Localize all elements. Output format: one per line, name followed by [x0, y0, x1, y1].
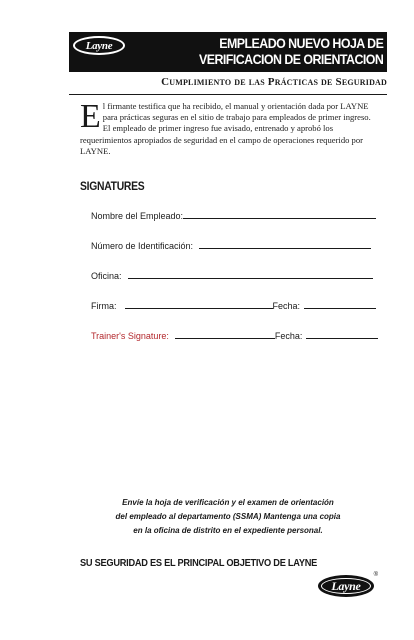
office-field[interactable]	[91, 267, 373, 281]
signature-label: Firma:	[91, 301, 117, 311]
signature-date-line[interactable]	[304, 308, 376, 309]
instructions-line2: del empleado al departamento (SSMA) Mantenga una copia	[115, 512, 341, 521]
office-label: Oficina:	[91, 271, 122, 281]
safety-slogan: SU SEGURIDAD ES EL PRINCIPAL OBJETIVO DE LAYNE	[80, 557, 318, 569]
trainer-signature-label: Trainer's Signature:	[91, 331, 169, 341]
employee-name-field[interactable]	[91, 207, 376, 221]
signature-line[interactable]	[125, 308, 273, 309]
trainer-signature-field[interactable]	[91, 327, 378, 341]
layne-logo	[73, 36, 125, 55]
signature-field[interactable]	[91, 297, 376, 311]
registered-mark: ®	[373, 572, 378, 578]
layne-footer-logo-oval	[318, 575, 374, 597]
layne-logo-text: Layne	[85, 39, 113, 52]
id-number-line[interactable]	[199, 248, 371, 249]
instructions-line1: Envíe la hoja de verificación y el examen de orientación	[122, 498, 334, 507]
layne-footer-logo-text: Layne	[331, 578, 361, 593]
document-title-line2: VERIFICACION DE ORIENTACION	[198, 52, 383, 67]
id-number-label: Número de Identificación:	[91, 241, 194, 251]
trainer-date-line[interactable]	[306, 338, 378, 339]
office-line[interactable]	[128, 278, 373, 279]
document-title	[199, 36, 383, 68]
id-number-field[interactable]	[91, 237, 371, 251]
submission-instructions	[80, 496, 376, 538]
section-divider	[69, 94, 387, 95]
trainer-signature-line[interactable]	[175, 338, 275, 339]
employee-name-label: Nombre del Empleado:	[91, 211, 184, 221]
signatures-heading: SIGNATURES	[80, 181, 145, 193]
document-header	[69, 32, 387, 72]
document-title-line1: EMPLEADO NUEVO HOJA DE	[218, 36, 383, 51]
certification-paragraph	[80, 98, 376, 157]
instructions-line3: en la oficina de distrito en el expediente personal.	[133, 526, 323, 535]
employee-name-line[interactable]	[183, 218, 376, 219]
drop-cap: E	[80, 98, 101, 135]
section-title: Cumplimiento de las Prácticas de Seguridad	[161, 76, 387, 88]
layne-footer-logo	[318, 572, 378, 599]
certification-text: l firmante testifica que ha recibido, el manual y orientación dada por LAYNE para prácticas seguras en el sitio de trabajo para empleados de primer ingreso. El empleado de primer ingreso fue avisado, entrenado y aprobó los requerimientos apropiados de seguridad en el campo de operaciones requerido por LAYNE.	[80, 101, 371, 156]
signature-date-label: Fecha:	[272, 301, 301, 311]
trainer-date-label: Fecha:	[274, 331, 303, 341]
